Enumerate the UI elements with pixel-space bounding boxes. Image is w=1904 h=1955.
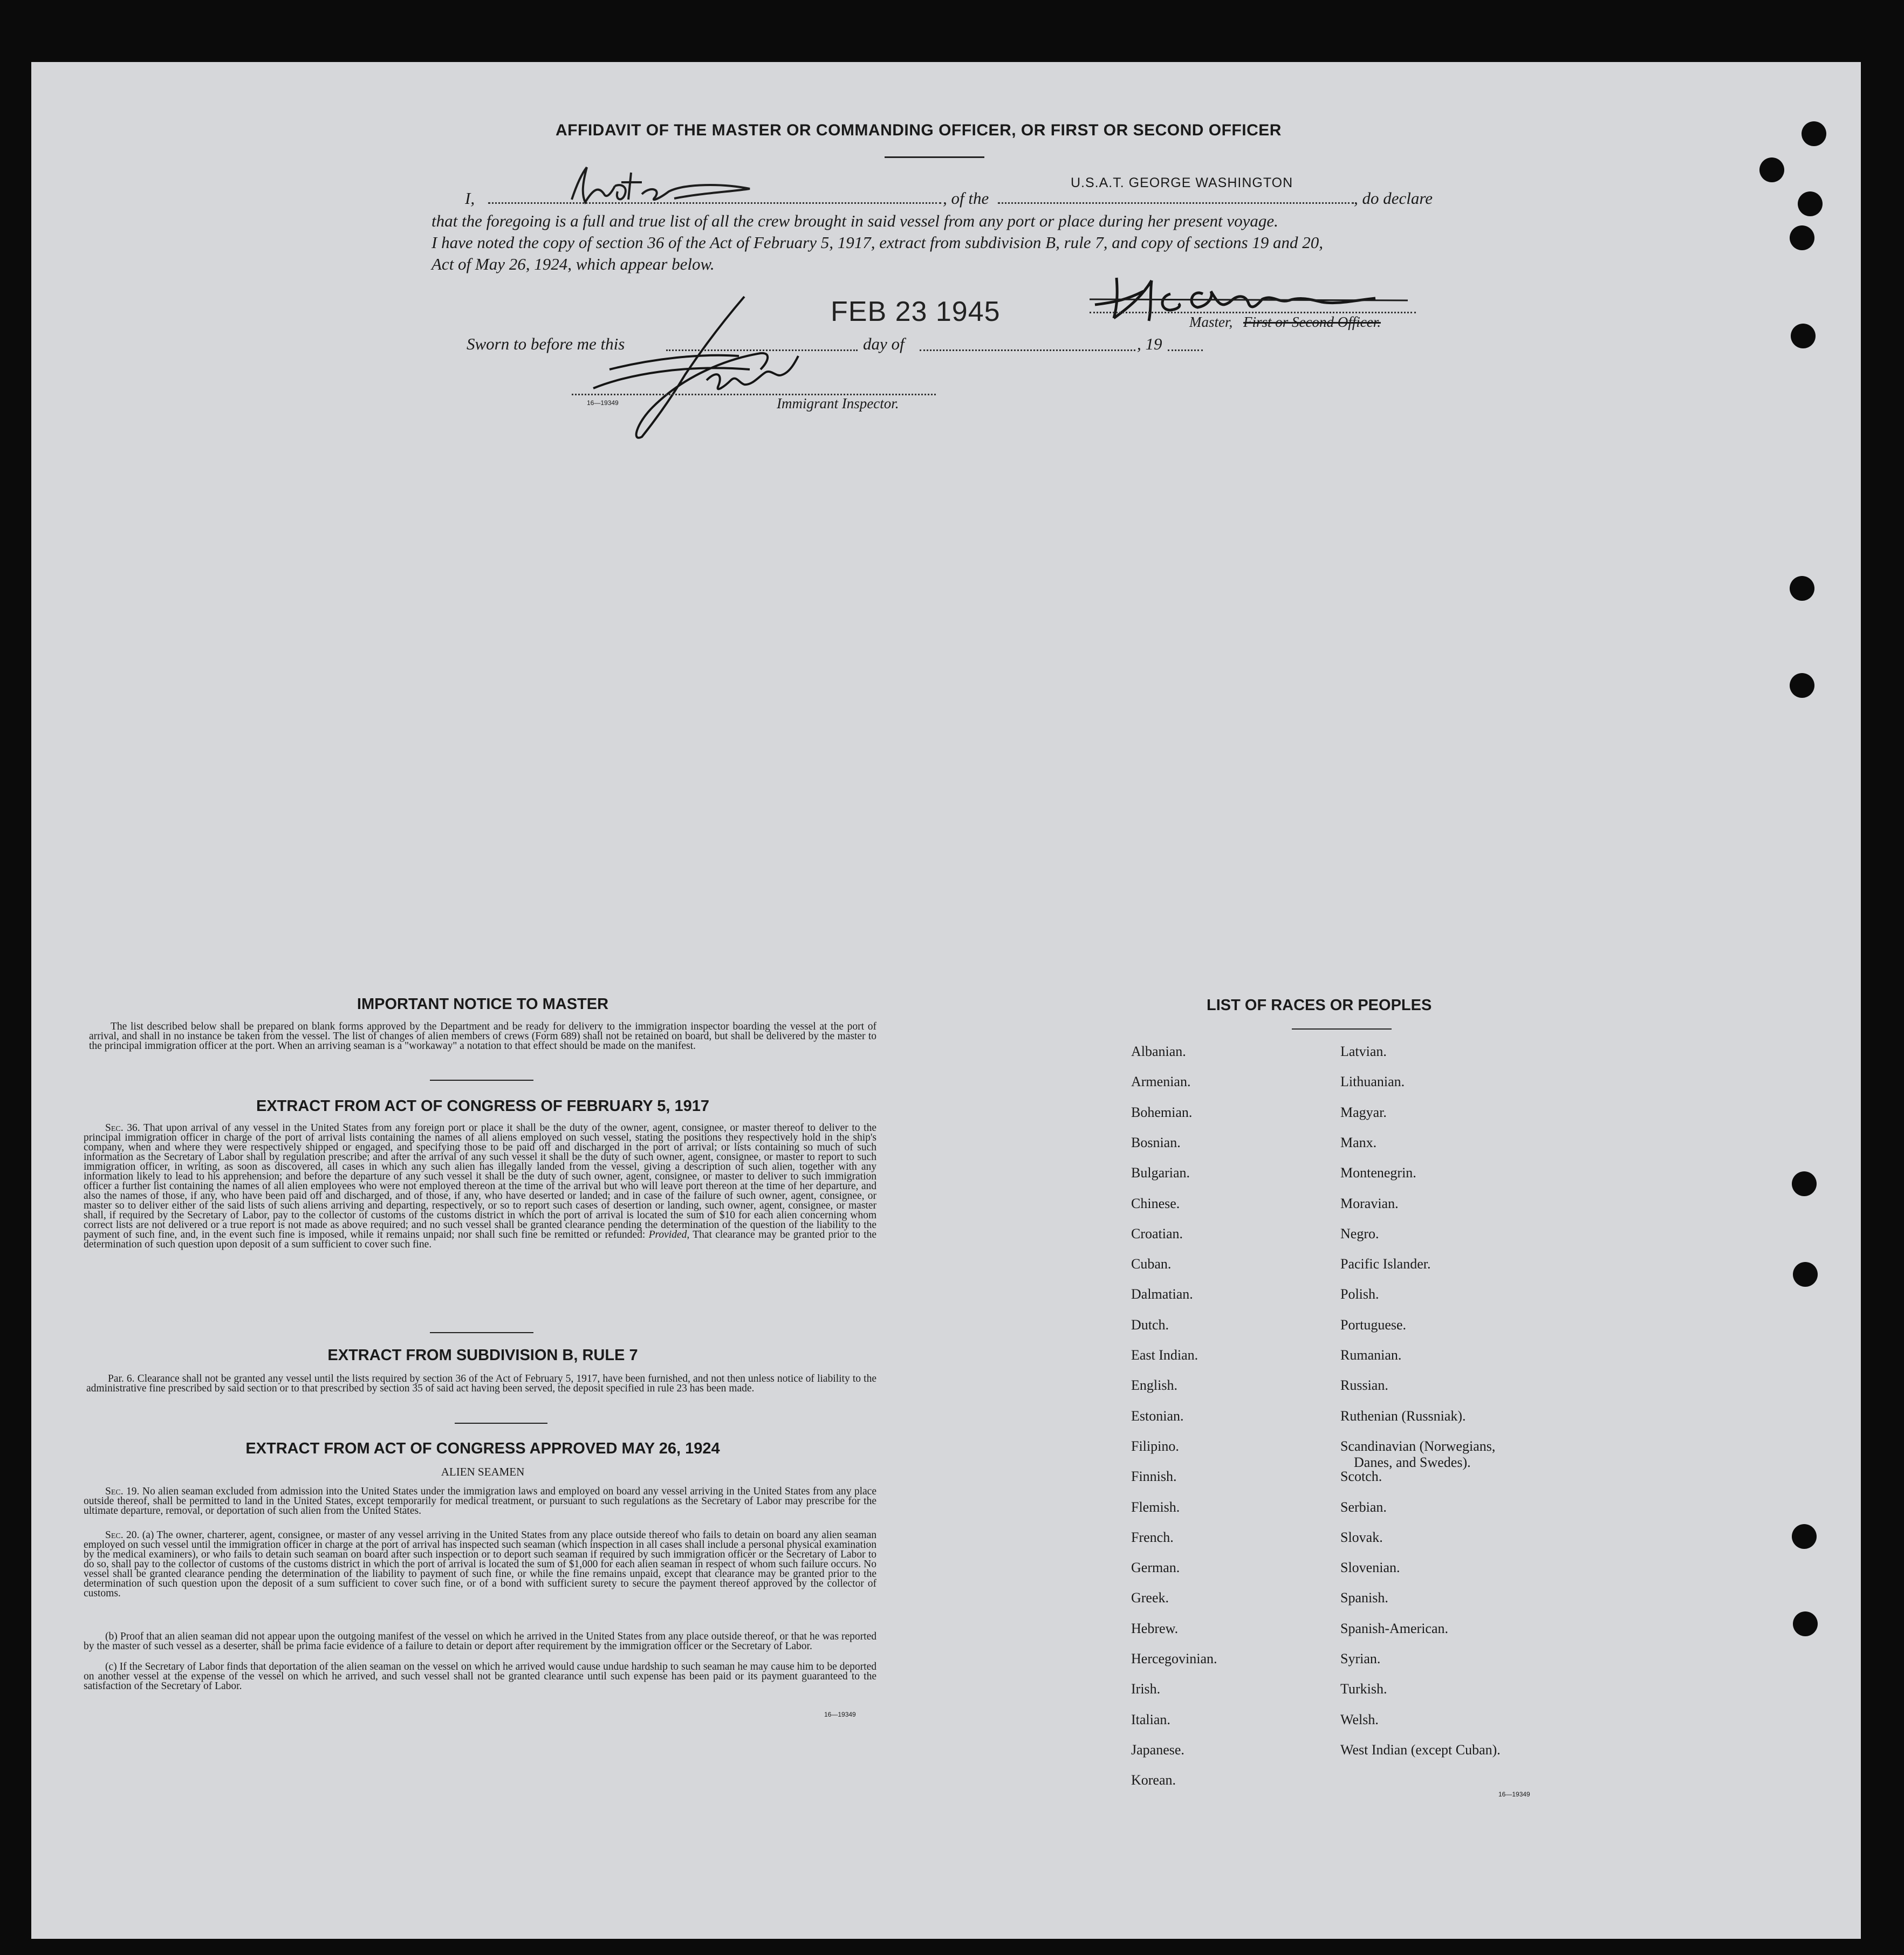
month-line	[920, 349, 1135, 351]
punch-hole	[1798, 191, 1823, 216]
date-stamp: FEB 23 1945	[831, 296, 1001, 327]
race-item: Japanese.	[1131, 1741, 1184, 1758]
vessel-line	[998, 202, 1354, 204]
race-item: Armenian.	[1131, 1074, 1191, 1090]
sec-20a-text: (a) The owner, charterer, agent, consignee, or master of any vessel arriving in the United States from any place outside thereof who fails to detain on board any alien seaman employed on such vessel until the immigration officer in charge at the port of arrival has inspected such seaman (which inspection in all cases shall include a personal physical examination by the medical examiners), or who fails to detain such seaman on board after such inspection or to deport such seaman if required by such immigration officer or the Secretary of Labor to do so, shall pay to the collector of customs of the customs district in which the port of arrival is located the sum of $1,000 for each alien seaman in respect of whom such failure occurs. No vessel shall be granted clearance pending the determination of the liability to payment of such fine, or while the fine remains unpaid, except that clearance may be granted prior to the determination of such question upon the deposit of a sum sufficient to cover such fine, or of a bond with sufficient surety to secure the payment thereof approved by the collector of customs.	[84, 1529, 876, 1599]
race-item: Bohemian.	[1131, 1104, 1193, 1120]
race-item: Filipino.	[1131, 1438, 1179, 1454]
race-item: Danes, and Swedes).	[1354, 1454, 1471, 1470]
affidavit-title: AFFIDAVIT OF THE MASTER OR COMMANDING OFFICER, OR FIRST OR SECOND OFFICER	[556, 121, 1282, 139]
divider	[455, 1423, 547, 1424]
race-item: Moravian.	[1340, 1195, 1399, 1211]
sec-19-paragraph	[84, 1487, 876, 1516]
struck-officer-label: First or Second Officer.	[1243, 314, 1381, 330]
punch-hole	[1790, 225, 1814, 250]
sec-36-text: That upon arrival of any vessel in the United States from any foreign port or place it shall be the duty of the owner, agent, consignee, or master thereof to deliver to the principal immigration officer in charge of the port of arrival lists containing the names of all aliens employed on such vessel, stating the positions they respectively hold in the ship's company, when and where they were respectively shipped or engaged, and specifying those to be paid off and discharged in the port of arrival; or lists containing so much of such information as the Secretary of Labor shall by regulation prescribe; and after the arrival of any such vessel it shall be the duty of such owner, agent, consignee, or master to report to such immigration officer, in writing, as soon as discovered, all cases in which any such alien has illegally landed from the vessel, giving a description of such alien, together with any information likely to lead to his apprehension; and before the departure of any such vessel it shall be the duty of such owner, agent, consignee, or master to deliver to such immigration officer a further list containing the names of all alien employees who were not employed thereon at the time of the arrival but who will leave port thereon at the time of her departure, and also the names of those, if any, who have been paid off and discharged, and of those, if any, who have deserted or landed; and in case of the failure of such owner, agent, consignee, or master so to deliver either of the said lists of such aliens arriving and departing, respectively, or so to report such cases of desertion or landing, such owner, agent, consignee, or master shall, if required by the Secretary of Labor, pay to the collector of customs of the customs district in which the port of arrival is located the sum of $10 for each alien concerning whom correct lists are not delivered or a true report is not made as above required; and no such vessel shall be granted clearance pending the determination of the question of the liability to the payment of such fine, and, in the event such fine is imposed, while it remains unpaid; nor shall such fine be remitted or refunded:	[84, 1122, 876, 1240]
extract-1917-body	[84, 1123, 876, 1250]
sec-20a-paragraph	[84, 1531, 876, 1599]
race-item: Scotch.	[1340, 1469, 1382, 1485]
race-item: Pacific Islander.	[1340, 1256, 1431, 1272]
punch-hole	[1793, 1611, 1818, 1636]
punch-hole	[1792, 1524, 1817, 1549]
race-item: Italian.	[1131, 1711, 1170, 1727]
master-label: Master,	[1189, 314, 1233, 330]
punch-hole	[1790, 576, 1814, 601]
handwritten-master	[561, 162, 761, 210]
notice-body	[89, 1022, 876, 1051]
race-item: German.	[1131, 1560, 1180, 1576]
inspector-label: Immigrant Inspector.	[777, 395, 899, 411]
day-of: day of	[863, 334, 905, 353]
race-item: Welsh.	[1340, 1711, 1379, 1727]
race-item: Lithuanian.	[1340, 1074, 1405, 1090]
race-item: Rumanian.	[1340, 1347, 1402, 1363]
extract-form-number: 16—19349	[824, 1711, 856, 1718]
race-item: West Indian (except Cuban).	[1340, 1741, 1501, 1758]
race-item: Greek.	[1131, 1590, 1169, 1606]
sec-20c-text: (c) If the Secretary of Labor finds that deportation of the alien seaman on the vessel on which he arrived would cause undue hardship to such seaman he may cause him to be deported on another vessel at the expense of the vessel on which he arrived, and such vessel shall not be granted clearance until such expense has been paid or its payment guaranteed to the satisfaction of the Secretary of Labor.	[84, 1661, 876, 1692]
divider	[430, 1332, 533, 1333]
race-item: Manx.	[1340, 1134, 1377, 1150]
race-item: Magyar.	[1340, 1104, 1387, 1120]
notice-text: The list described below shall be prepared on blank forms approved by the Department and be ready for delivery to the immigration inspector boarding the vessel at the port of arrival, and shall in no instance be taken from the vessel. The list of changes of alien members of crews (Form 689) shall not be retained on board, but shall be delivered by the master to the principal immigration officer at the port. When an arriving seaman is a "workaway" a notation to that effect should be made on the manifest.	[89, 1021, 876, 1052]
sec-19-text: No alien seaman excluded from admission into the United States under the immigration laws and employed on board any vessel arriving in the United States from any place outside thereof, shall be permitted to land in the United States, except temporarily for medical treatment, or pursuant to such regulations as the Secretary of Labor may prescribe for the ultimate departure, removal, or deportation of such alien from the United States.	[84, 1486, 876, 1517]
race-item: Scandinavian (Norwegians,	[1340, 1438, 1496, 1454]
race-item: Slovak.	[1340, 1529, 1383, 1545]
race-item: Korean.	[1131, 1772, 1176, 1788]
affidavit-line2: that the foregoing is a full and true list of all the crew brought in said vessel from any port or place during her present voyage.	[432, 211, 1278, 230]
race-item: Serbian.	[1340, 1499, 1387, 1515]
race-item: English.	[1131, 1377, 1177, 1394]
race-item: Russian.	[1340, 1377, 1388, 1394]
race-item: Flemish.	[1131, 1499, 1180, 1515]
affidavit-declare: , do declare	[1354, 189, 1433, 208]
inspector-signature	[577, 294, 831, 445]
race-item: East Indian.	[1131, 1347, 1198, 1363]
sec-36-label: Sec. 36.	[105, 1122, 140, 1134]
race-item: Montenegrin.	[1340, 1165, 1416, 1181]
race-item: Croatian.	[1131, 1225, 1183, 1241]
race-item: Irish.	[1131, 1681, 1161, 1697]
sec-20-label: Sec. 20.	[105, 1529, 140, 1541]
punch-hole	[1793, 1262, 1818, 1287]
race-item: Latvian.	[1340, 1044, 1387, 1059]
sec-36-tail: That clearance may be granted prior to the determination of such question upon deposit of a sum sufficient to cover such fine.	[84, 1229, 877, 1250]
sworn-text: Sworn to before me this	[467, 334, 625, 353]
race-item: Ruthenian (Russniak).	[1340, 1408, 1466, 1424]
race-item: Finnish.	[1131, 1469, 1177, 1485]
rule7-title: EXTRACT FROM SUBDIVISION B, RULE 7	[327, 1347, 638, 1364]
punch-hole	[1791, 324, 1816, 348]
race-item: Cuban.	[1131, 1256, 1172, 1272]
race-item: Dalmatian.	[1131, 1286, 1193, 1302]
extract-1917-title: EXTRACT FROM ACT OF CONGRESS OF FEBRUARY 5, 1917	[256, 1097, 710, 1115]
provided-text: Provided,	[648, 1229, 690, 1240]
rule7-body	[86, 1374, 876, 1394]
race-item: Bulgarian.	[1131, 1165, 1190, 1181]
race-item: Estonian.	[1131, 1408, 1184, 1424]
alien-seamen-subtitle: ALIEN SEAMEN	[441, 1465, 525, 1478]
race-item: Hercegovinian.	[1131, 1651, 1217, 1666]
race-item: Chinese.	[1131, 1195, 1180, 1211]
extract-1924-title: EXTRACT FROM ACT OF CONGRESS APPROVED MAY 26, 1924	[245, 1440, 720, 1457]
sec-19-label: Sec. 19.	[105, 1486, 140, 1497]
sec-20c-paragraph	[84, 1662, 876, 1691]
race-item: French.	[1131, 1529, 1174, 1545]
race-item: Portuguese.	[1340, 1316, 1407, 1333]
races-title: LIST OF RACES OR PEOPLES	[1207, 997, 1432, 1014]
punch-hole	[1792, 1171, 1817, 1196]
punch-hole	[1802, 121, 1826, 146]
sec-20b-text: (b) Proof that an alien seaman did not appear upon the outgoing manifest of the vessel on which he arrived in the United States from any place outside thereof, or that he was reported by the master of such vessel as a deserter, shall be prima facie evidence of a failure to detain or deport after requirement by the immigration officer or the Secretary of Labor.	[84, 1631, 876, 1652]
race-item: Hebrew.	[1131, 1620, 1179, 1636]
rule7-text: Par. 6. Clearance shall not be granted any vessel until the lists required by section 36 of the Act of February 5, 1917, have been furnished, and not then unless notice of liability to the administrative fine prescribed by said section or to that prescribed by section 35 of said act having been served, the deposit specified in rule 23 has been made.	[86, 1373, 876, 1394]
race-item: Spanish-American.	[1340, 1620, 1449, 1636]
year-prefix: , 19	[1137, 334, 1162, 353]
race-item: Syrian.	[1340, 1651, 1381, 1666]
master-signature-line	[1090, 312, 1416, 313]
affidavit-of-the: , of the	[943, 189, 989, 208]
race-item: Albanian.	[1131, 1044, 1186, 1059]
races-form-number: 16—19349	[1498, 1791, 1530, 1798]
race-item: Bosnian.	[1131, 1134, 1181, 1150]
affidavit-i: I,	[465, 189, 475, 208]
vessel-name-stamp: U.S.A.T. GEORGE WASHINGTON	[1071, 175, 1293, 190]
race-item: Negro.	[1340, 1225, 1379, 1241]
race-item: Slovenian.	[1340, 1560, 1400, 1576]
punch-hole	[1759, 157, 1784, 182]
sec-20b-paragraph	[84, 1632, 876, 1651]
punch-hole	[1790, 673, 1814, 698]
affidavit-line4: Act of May 26, 1924, which appear below.	[432, 255, 715, 273]
affidavit-form-number: 16—19349	[587, 399, 619, 407]
divider	[430, 1080, 533, 1081]
year-line	[1168, 349, 1203, 351]
divider	[885, 156, 984, 158]
race-item: Dutch.	[1131, 1316, 1169, 1333]
race-item: Spanish.	[1340, 1590, 1388, 1606]
affidavit-line3: I have noted the copy of section 36 of the Act of February 5, 1917, extract from subdivision B, rule 7, and copy of sections 19 and 20,	[432, 233, 1324, 252]
race-item: Turkish.	[1340, 1681, 1387, 1697]
notice-title: IMPORTANT NOTICE TO MASTER	[357, 996, 609, 1013]
race-item: Polish.	[1340, 1286, 1379, 1302]
divider	[1292, 1028, 1392, 1030]
